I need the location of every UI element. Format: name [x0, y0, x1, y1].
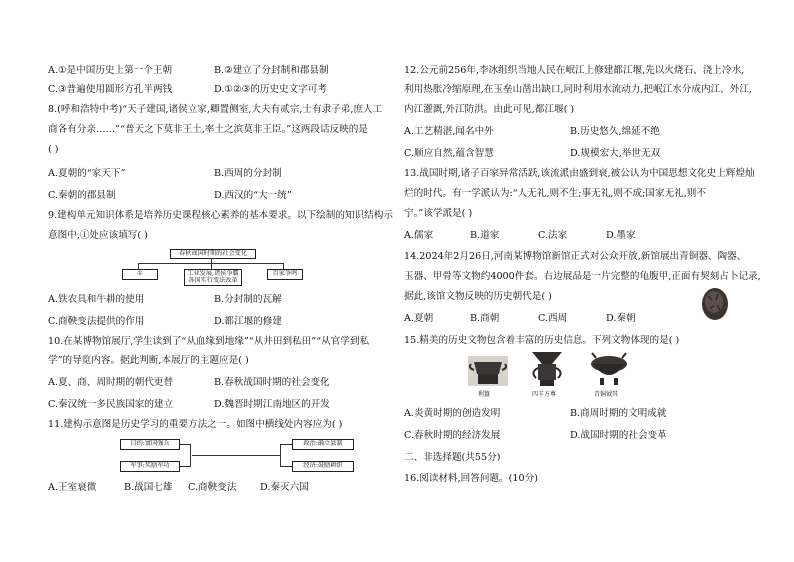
q14-line-1: 14.2024年2月26日,河南某博物馆新馆正式对公众开放,新馆展出青铜器、陶器、: [404, 251, 747, 262]
q15-option-c: C.春秋时期的经济发展: [404, 430, 501, 441]
q15-option-a: A.炎黄时期的创造发明: [404, 408, 501, 419]
q11-box-politics: 政治:确立县制: [292, 439, 354, 450]
q12-line-2: 利用热胀冷缩原理,在玉垒山凿出缺口,同时利用水流动力,把岷江水分成内江、外江,: [404, 84, 752, 95]
q10-option-d: D.魏晋时期江南地区的开发: [214, 399, 330, 410]
q11-option-c: C.商鞅变法: [188, 482, 237, 493]
q11-box-military: 军事:奖励军功: [120, 461, 180, 472]
q11-option-d: D.秦灭六国: [260, 482, 309, 493]
q10-line-1: 10.在某博物馆展厅,学生读到了“从血缘到地缘”“从井田到私田”“从官学到私: [48, 336, 370, 347]
q12-line-3: 内江灌溉,外江防洪。由此可见,都江堰( ): [404, 104, 575, 115]
q13-line-2: 烂的时代。有一学派认为:“人无礼,则不生;事无礼,则不成;国家无礼,则不: [404, 188, 706, 199]
q10-option-b: B.春秋战国时期的社会变化: [214, 377, 330, 388]
q10-option-c: C.秦汉统一多民族国家的建立: [48, 399, 174, 410]
q9-line-2: 意图中,①处应该填写( ): [48, 230, 148, 241]
q15-caption-2: 四羊方尊: [532, 391, 557, 398]
q10-option-a: A.夏、商、周时期的朝代更替: [48, 377, 174, 388]
q16-line: 16.阅读材料,回答问题。(10分): [404, 473, 538, 484]
bronze-vessel-image: [586, 352, 632, 386]
q11-box-economy: 经济:鼓励耕织: [292, 461, 354, 472]
q14-line-3: 据此,该馆文物反映的历史朝代是( ): [404, 291, 552, 302]
q11-line: 11.建构示意图是历史学习的重要方法之一。如图中横线处内容应为( ): [48, 419, 343, 430]
q9-option-a: A.铁农具和牛耕的使用: [48, 294, 145, 305]
q11-box-goal: 目的:富国强兵: [120, 439, 180, 450]
q7-option-a: A.①是中国历史上第一个王朝: [48, 65, 173, 76]
q9-diagram-box-3: 百家争鸣: [267, 269, 303, 280]
q11-option-b: B.战国七雄: [124, 482, 173, 493]
q13-option-b: B.道家: [470, 230, 500, 241]
q14-option-c: C.西周: [538, 313, 568, 324]
q8-line-2: 商各有分亲……”“普天之下莫非王土,率土之滨莫非王臣。”这两段话反映的是: [48, 124, 368, 135]
q14-option-d: D.秦朝: [606, 313, 636, 324]
q9-line-1: 9.建构单元知识体系是培养历史课程核心素养的基本要求。以下绘制的知识结构示: [48, 210, 393, 221]
q13-option-d: D.墨家: [606, 230, 636, 241]
q11-blank-line: [192, 455, 280, 456]
q11-concept-diagram: [120, 439, 356, 477]
q14-option-a: A.夏朝: [404, 313, 434, 324]
q7-option-c: C.③普遍使用圆形方孔半两钱: [48, 84, 173, 95]
q7-option-d: D.①②③的历史史文字可考: [214, 84, 327, 95]
q15-option-d: D.战国时期的社会变革: [570, 430, 667, 441]
q13-option-c: C.法家: [538, 230, 568, 241]
q9-knowledge-diagram: [122, 249, 302, 289]
q15-caption-1: 利簋: [478, 391, 491, 398]
oracle-bone-plastron-image: [700, 286, 730, 322]
q15-option-b: B.商周时期的文明成就: [570, 408, 667, 419]
q9-option-b: B.分封制的瓦解: [214, 294, 282, 305]
q8-option-a: A.夏朝的“家天下”: [48, 168, 126, 179]
li-gui-bronze-image: [466, 354, 510, 388]
q8-option-d: D.西汉的“大一统”: [214, 190, 292, 201]
q13-line-3: 宁。”该学派是( ): [404, 208, 473, 219]
q13-line-1: 13.战国时期,诸子百家异常活跃,该流派由盛到衰,被公认为中国思想文化史上辉煌灿: [404, 168, 755, 179]
four-ram-square-zun-image: [526, 350, 568, 388]
q8-option-b: B.西周的分封制: [214, 168, 282, 179]
q12-option-c: C.顺应自然,蕴含智慧: [404, 148, 494, 159]
q11-option-a: A.王室衰微: [48, 482, 97, 493]
q9-option-c: C.商鞅变法提供的作用: [48, 316, 145, 327]
q10-line-2: 学”的导览内容。据此判断,本展厅的主题应是( ): [48, 355, 249, 366]
q9-option-d: D.都江堰的修建: [214, 316, 282, 327]
q15-line: 15.精美的历史文物包含着丰富的历史信息。下列文物体现的是( ): [404, 335, 680, 346]
q13-option-a: A.儒家: [404, 230, 434, 241]
q12-line-1: 12.公元前256年,李冰组织当地人民在岷江上修建都江堰,先以火烧石、浇上冷水,: [404, 65, 745, 76]
q15-caption-3: 青铜钺其: [594, 391, 619, 398]
q12-option-a: A.工艺精湛,闻名中外: [404, 126, 494, 137]
q7-option-b: B.②建立了分封制和郡县制: [214, 65, 329, 76]
q14-line-2: 玉器、甲骨等文物约4000件套。右边展品是一片完整的龟腹甲,正面有契刻占卜记录,: [404, 271, 761, 282]
q9-diagram-title: 春秋战国时期的社会变化: [170, 249, 256, 259]
section-2-heading: 二、非选择题(共55分): [404, 452, 501, 463]
q8-option-c: C.秦朝的郡县制: [48, 190, 116, 201]
q9-diagram-box-2: 工业发展,诸侯争霸 各国实行变法改革: [184, 269, 242, 286]
q12-option-b: B.历史悠久,绵延不绝: [570, 126, 660, 137]
q9-diagram-box-1: ①: [122, 269, 158, 280]
q14-option-b: B.商朝: [470, 313, 500, 324]
q12-option-d: D.规模宏大,举世无双: [570, 148, 661, 159]
q8-line-1: 8.(呼和浩特中考)“天子建国,诸侯立家,卿置侧室,大夫有贰宗,士有隶子弟,庶人工: [48, 104, 383, 115]
q8-line-3: ( ): [48, 144, 59, 155]
